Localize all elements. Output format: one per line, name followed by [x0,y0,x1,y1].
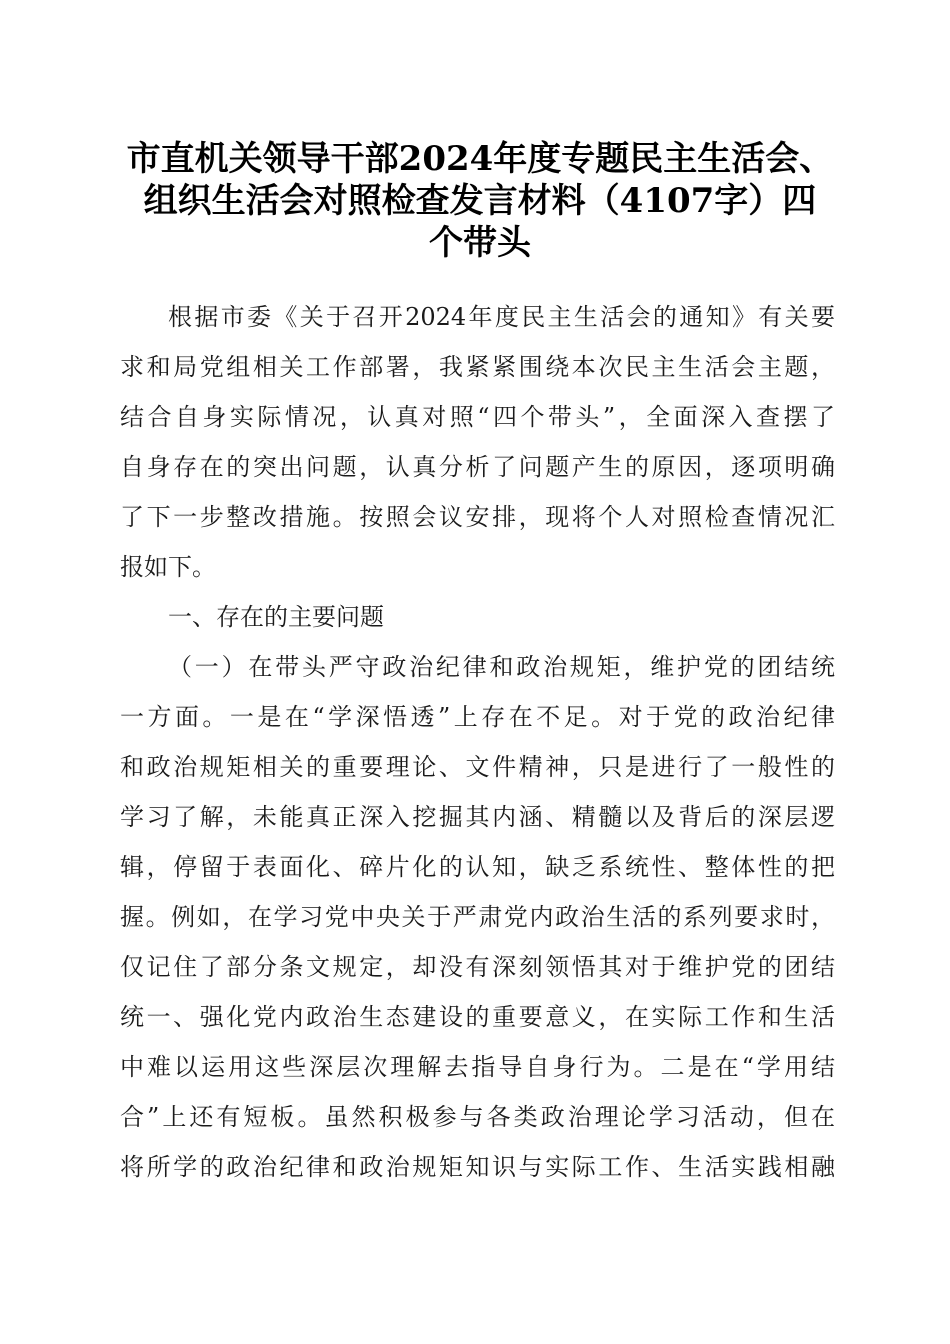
paragraph-line: 合”上还有短板。虽然积极参与各类政治理论学习活动，但在 [120,1103,835,1131]
document-title [120,138,840,264]
paragraph-line: 中难以运用这些深层次理解去指导自身行为。二是在“学用结 [120,1053,835,1081]
paragraph-line: 学习了解，未能真正深入挖掘其内涵、精髓以及背后的深层逻 [120,803,835,831]
title-line: 个带头 [429,223,531,263]
paragraph-line: 仅记住了部分条文规定，却没有深刻领悟其对于维护党的团结 [120,953,835,981]
section-heading: 一、存在的主要问题 [168,603,384,631]
paragraph-line: 和政治规矩相关的重要理论、文件精神，只是进行了一般性的 [120,753,835,781]
paragraph-line: 了下一步整改措施。按照会议安排，现将个人对照检查情况汇 [120,503,835,531]
title-line: 组织生活会对照检查发言材料（4107字）四 [143,181,817,221]
paragraph-line: 报如下。 [120,553,216,581]
paragraph-line: 结合自身实际情况，认真对照“四个带头”，全面深入查摆了 [120,403,835,431]
paragraph-line: 辑，停留于表面化、碎片化的认知，缺乏系统性、整体性的把 [120,853,835,881]
paragraph-line: 统一、强化党内政治生态建设的重要意义，在实际工作和生活 [120,1003,835,1031]
paragraph-line: 自身存在的突出问题，认真分析了问题产生的原因，逐项明确 [120,453,835,481]
paragraph-line: 根据市委《关于召开2024年度民主生活会的通知》有关要 [168,303,835,331]
paragraph-line: 将所学的政治纪律和政治规矩知识与实际工作、生活实践相融 [120,1153,835,1181]
paragraph-line: 求和局党组相关工作部署，我紧紧围绕本次民主生活会主题， [120,353,835,381]
paragraph-line: 握。例如，在学习党中央关于严肃党内政治生活的系列要求时， [120,903,835,931]
paragraph-line: 一方面。一是在“学深悟透”上存在不足。对于党的政治纪律 [120,703,835,731]
title-line: 市直机关领导干部2024年度专题民主生活会、 [126,139,834,179]
paragraph-line: （一）在带头严守政治纪律和政治规矩，维护党的团结统 [168,653,835,681]
